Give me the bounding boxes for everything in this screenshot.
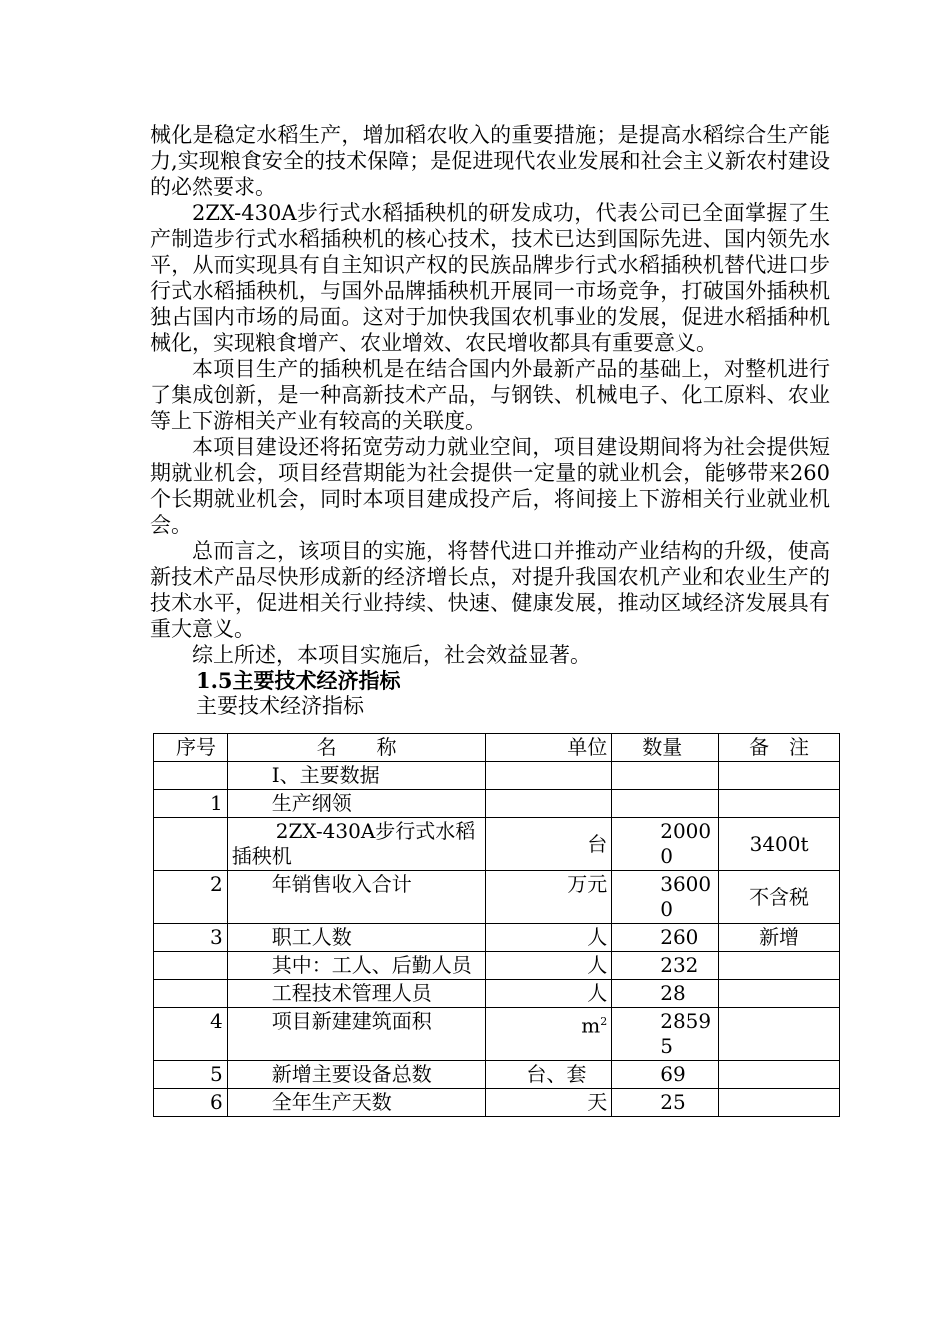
row-name: 其中：工人、后勤人员 [227,952,486,980]
table-row [154,818,840,871]
row-remark [719,790,840,818]
row-name: 工程技术管理人员 [227,980,486,1008]
paragraph-2: 2ZX-430A步行式水稻插秧机的研发成功，代表公司已全面掌握了生产制造步行式水稻插秧机的核心技术，技术已达到国际先进、国内领先水平，从而实现具有自主知识产权的民族品牌步行式水稻插秧机替代进口步行式水稻插秧机，与国外品牌插秧机开展同一市场竞争，打破国外插秧机独占国内市场的局面。这对于加快我国农机事业的发展，促进水稻插种机械化，实现粮食增产、农业增效、农民增收都具有重要意义。 [150,201,830,355]
row-unit: 万元 [486,871,612,924]
header-name: 名 称 [227,734,486,762]
row-unit [486,1008,612,1061]
row-name: 新增主要设备总数 [227,1061,486,1089]
paragraph-6: 综上所述，本项目实施后，社会效益显著。 [192,643,591,667]
row-remark [719,952,840,980]
row-qty: 28 [612,980,719,1008]
row-name: 2ZX-430A步行式水稻插秧机 [227,818,486,871]
table-row [154,952,840,980]
row-unit: 人 [486,952,612,980]
row-remark: 不含税 [719,871,840,924]
row-no: 2 [154,871,228,924]
row-no: 4 [154,1008,228,1061]
table-row [154,1089,840,1117]
paragraph-3: 本项目生产的插秧机是在结合国内外最新产品的基础上，对整机进行了集成创新，是一种高新技术产品，与钢铁、机械电子、化工原料、农业等上下游相关产业有较高的关联度。 [150,357,830,433]
section-heading: 1.5主要技术经济指标 [196,668,401,693]
table-row [154,762,840,790]
header-remark: 备 注 [719,734,840,762]
table-header-row [154,734,840,762]
row-qty: 20000 [612,818,719,871]
tech-economic-table [153,733,840,1117]
table-row [154,924,840,952]
row-unit: 台、套 [486,1061,612,1089]
row-no: 5 [154,1061,228,1089]
paragraph-1: 械化是稳定水稻生产，增加稻农收入的重要措施；是提高水稻综合生产能力,实现粮食安全的技术保障；是促进现代农业发展和社会主义新农村建设的必然要求。 [150,123,830,199]
row-remark [719,1089,840,1117]
table-caption: 主要技术经济指标 [196,694,364,718]
row-remark [719,1008,840,1061]
row-qty: 232 [612,952,719,980]
row-unit: 人 [486,980,612,1008]
paragraph-4: 本项目建设还将拓宽劳动力就业空间，项目建设期间将为社会提供短期就业机会，项目经营期能为社会提供一定量的就业机会，能够带来260个长期就业机会，同时本项目建成投产后，将间接上下游相关行业就业机会。 [150,435,830,537]
row-name: 年销售收入合计 [227,871,486,924]
row-qty: 28595 [612,1008,719,1061]
row-no: 1 [154,790,228,818]
row-no: 3 [154,924,228,952]
table-row [154,790,840,818]
row-qty: 260 [612,924,719,952]
row-qty: 25 [612,1089,719,1117]
row-name: 项目新建建筑面积 [227,1008,486,1061]
header-no: 序号 [154,734,228,762]
unit-text: m [581,1013,601,1038]
row-unit: 台 [486,818,612,871]
paragraph-5: 总而言之，该项目的实施，将替代进口并推动产业结构的升级，使高新技术产品尽快形成新的经济增长点，对提升我国农机产业和农业生产的技术水平，促进相关行业持续、快速、健康发展，推动区域经济发展具有重大意义。 [150,539,830,641]
row-remark [719,980,840,1008]
row-unit: 天 [486,1089,612,1117]
table-row [154,871,840,924]
row-qty: 36000 [612,871,719,924]
row-unit [486,762,612,790]
row-unit: 人 [486,924,612,952]
row-name: 生产纲领 [227,790,486,818]
table-row [154,980,840,1008]
row-unit [486,790,612,818]
table-row [154,1008,840,1061]
row-remark [719,762,840,790]
header-qty: 数量 [612,734,719,762]
row-remark: 新增 [719,924,840,952]
row-qty [612,790,719,818]
row-remark: 3400t [719,818,840,871]
document-body [150,122,830,718]
row-name: 职工人数 [227,924,486,952]
row-qty [612,762,719,790]
unit-superscript: 2 [600,1015,608,1028]
table-row [154,1061,840,1089]
row-remark [719,1061,840,1089]
header-unit: 单位 [486,734,612,762]
row-no [154,818,228,871]
row-no [154,762,228,790]
row-qty: 69 [612,1061,719,1089]
row-name: Ⅰ、主要数据 [227,762,486,790]
row-no: 6 [154,1089,228,1117]
row-name: 全年生产天数 [227,1089,486,1117]
row-no [154,980,228,1008]
row-no [154,952,228,980]
